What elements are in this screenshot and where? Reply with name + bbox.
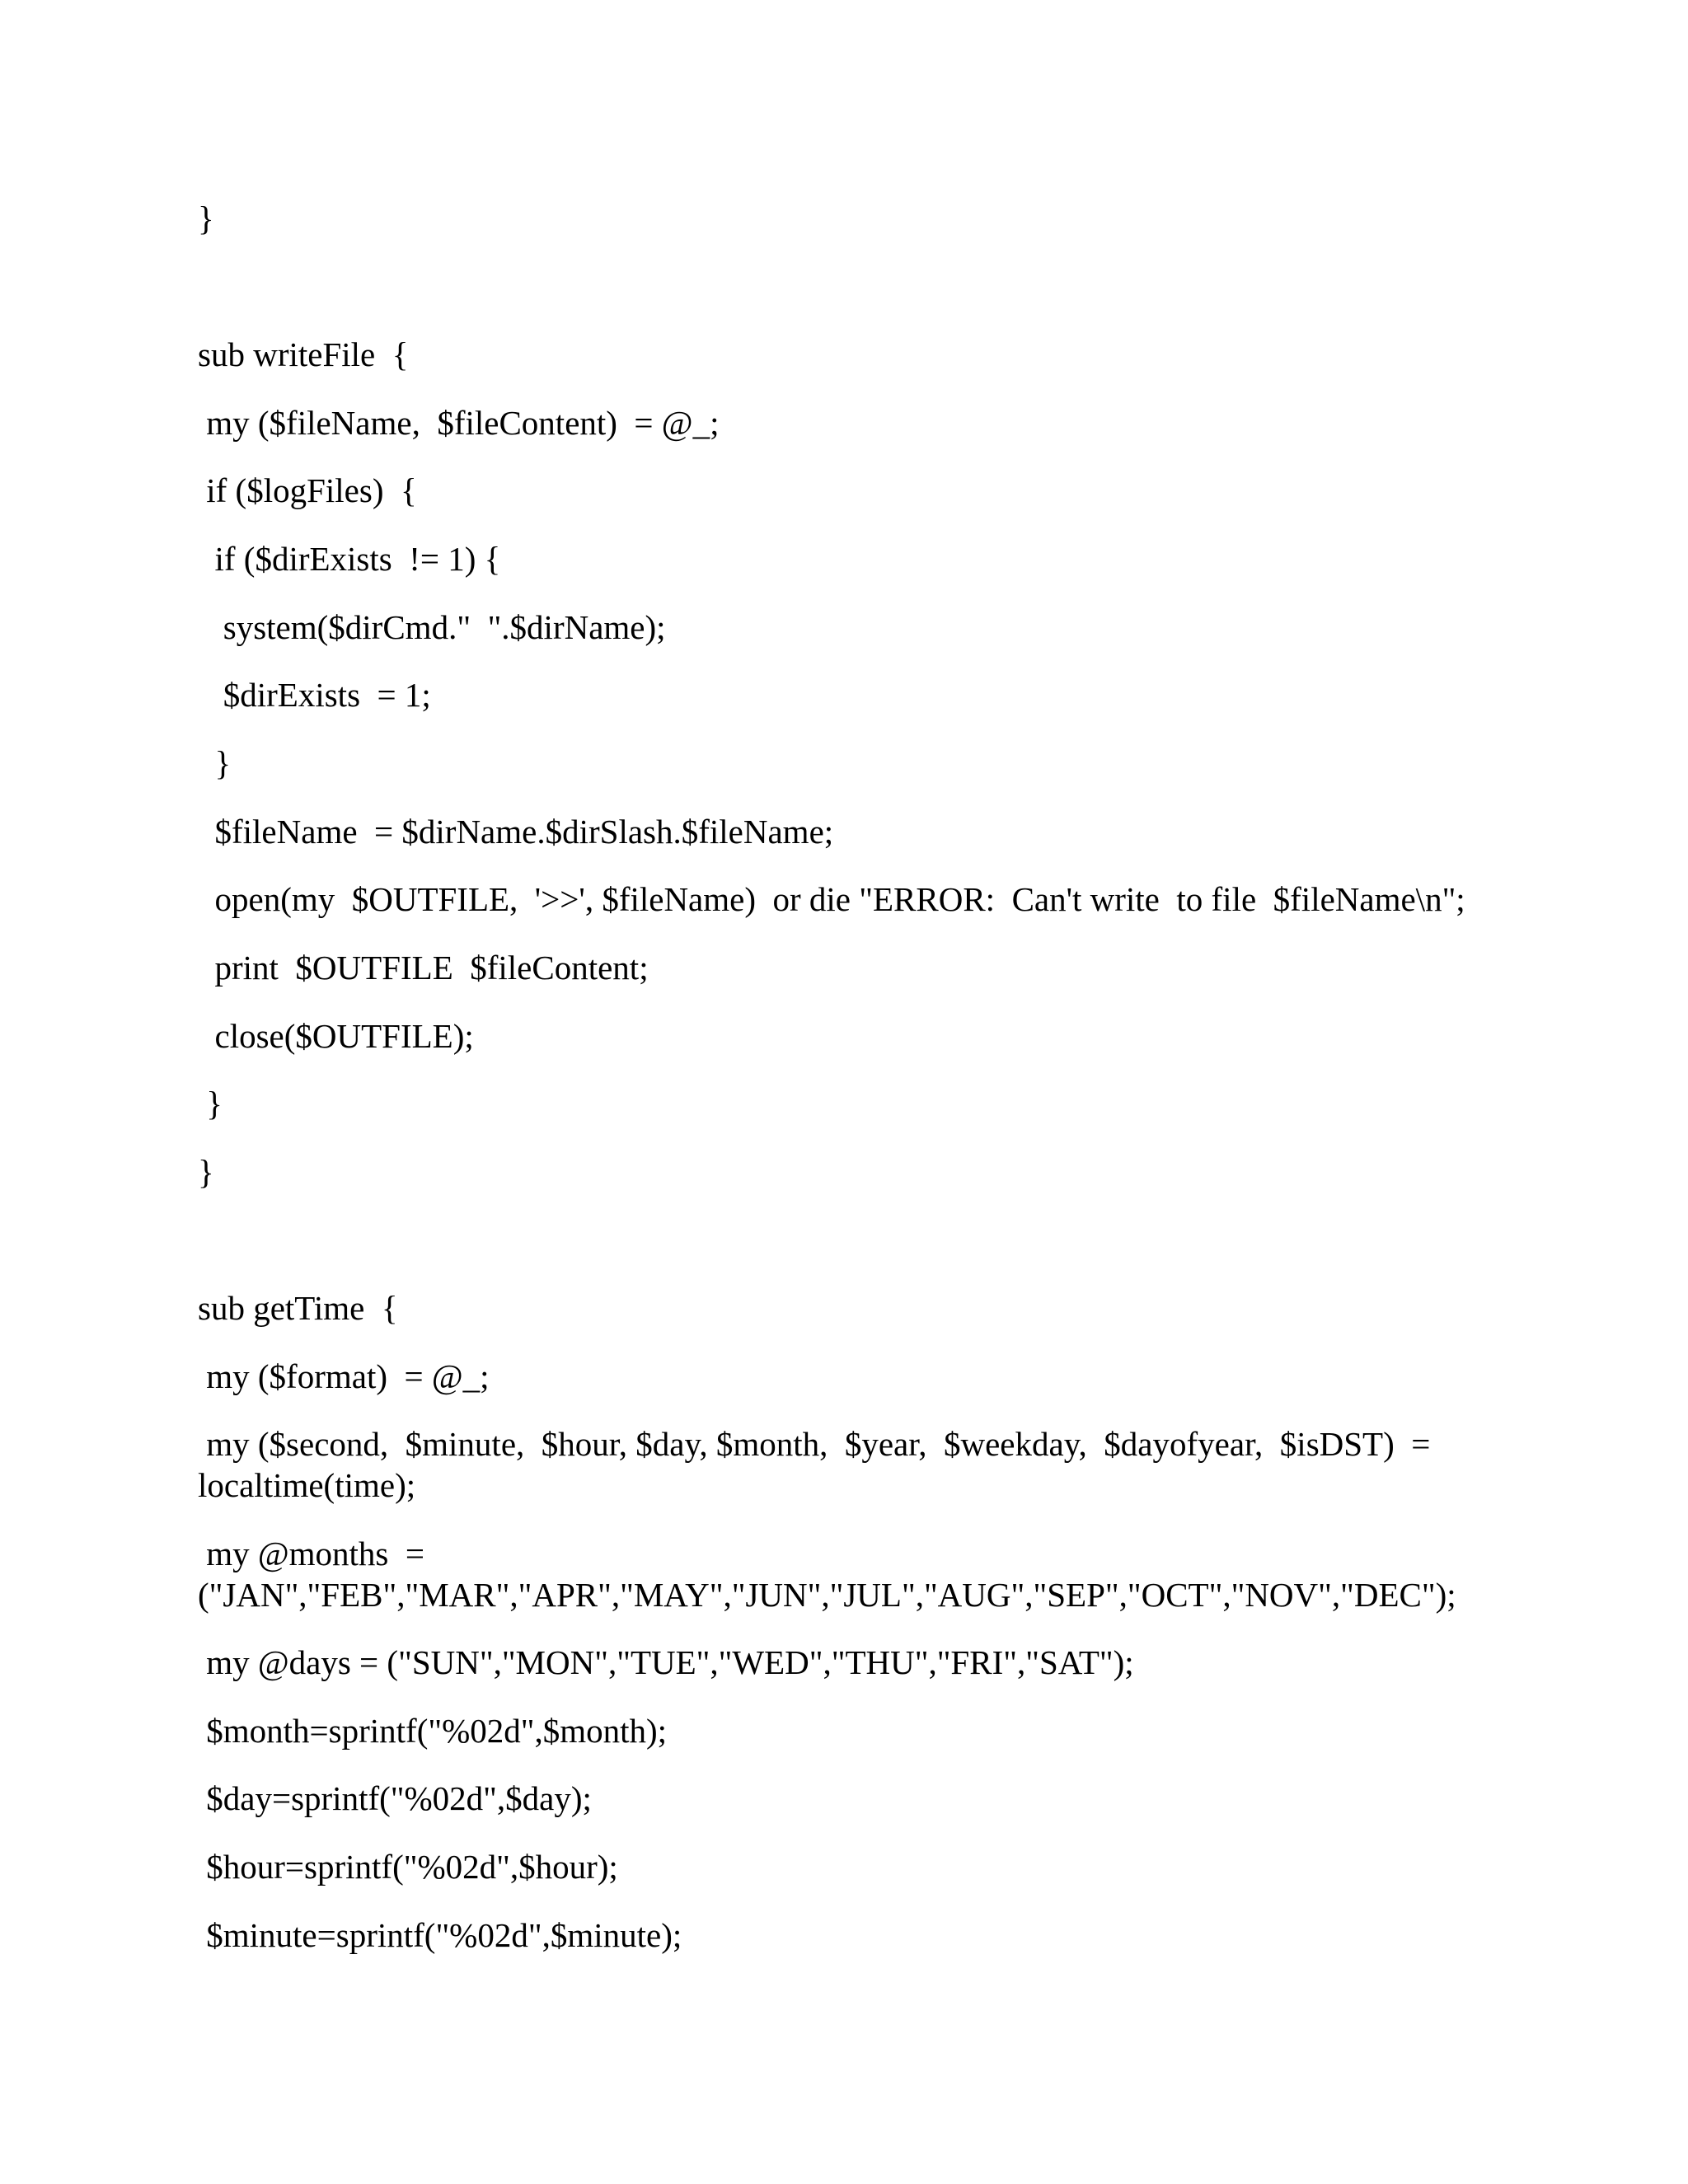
code-line: sub writeFile { [198, 335, 409, 373]
code-line: my ($second, $minute, $hour, $day, $month, $year, $weekday, $dayofyear, $isDST) = [198, 1425, 1431, 1463]
code-line: print $OUTFILE $fileContent; [198, 949, 649, 987]
code-line: } [198, 199, 214, 237]
code-line: $day=sprintf("%02d",$day); [198, 1779, 592, 1817]
code-line: localtime(time); [198, 1466, 416, 1504]
code-line: close($OUTFILE); [198, 1017, 474, 1055]
code-line: my @days = ("SUN","MON","TUE","WED","THU","FRI","SAT"); [198, 1643, 1134, 1681]
code-line: open(my $OUTFILE, '>>', $fileName) or die "ERROR: Can't write to file $fileName\n"; [198, 880, 1465, 918]
code-line: $dirExists = 1; [198, 676, 431, 714]
code-line: $hour=sprintf("%02d",$hour); [198, 1848, 618, 1886]
code-line: ("JAN","FEB","MAR","APR","MAY","JUN","JUL","AUG","SEP","OCT","NOV","DEC"); [198, 1576, 1456, 1614]
code-line: } [198, 1085, 223, 1122]
code-line: system($dirCmd." ".$dirName); [198, 608, 666, 646]
code-line: if ($dirExists != 1) { [198, 540, 501, 578]
code-line: my ($format) = @_; [198, 1357, 490, 1395]
code-line: my ($fileName, $fileContent) = @_; [198, 404, 720, 442]
code-line: $minute=sprintf("%02d",$minute); [198, 1916, 682, 1954]
code-line: $fileName = $dirName.$dirSlash.$fileName; [198, 813, 834, 851]
code-line: if ($logFiles) { [198, 471, 417, 509]
code-line: } [198, 744, 232, 782]
code-line: sub getTime { [198, 1289, 398, 1327]
code-line: my @months = [198, 1535, 425, 1572]
code-line: } [198, 1153, 214, 1191]
code-line: $month=sprintf("%02d",$month); [198, 1712, 668, 1750]
